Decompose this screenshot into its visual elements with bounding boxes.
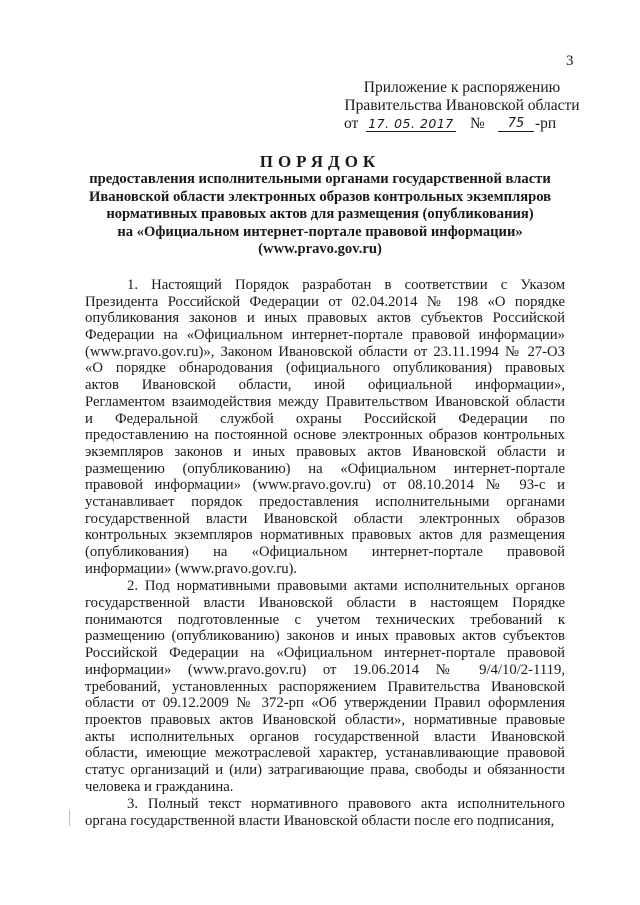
paragraph-line: предоставлению на постоянной основе электронных образов контрольных <box>85 427 565 444</box>
paragraph-line: «О порядке обнародования (официального опубликования) правовых <box>85 360 565 377</box>
paragraph-line: и Федеральной службой охраны Российской Федерации по <box>85 410 565 427</box>
paragraph-line: устанавливает порядок предоставления исполнительными органами <box>85 493 565 510</box>
margin-mark <box>69 810 70 826</box>
paragraph-line: органа государственной власти Ивановской области после его подписания, <box>85 813 555 829</box>
page-number: 3 <box>566 53 574 69</box>
paragraph-line: Федерации на «Официальном интернет-портале правовой информации» <box>85 327 565 344</box>
paragraph-line: экземпляров законов и иных правовых актов Ивановской области и <box>85 443 565 460</box>
paragraph-line: (www.pravo.gov.ru)», Законом Ивановской области от 23.11.1994 № 27-ОЗ <box>85 343 565 360</box>
document-subtitle <box>70 171 570 259</box>
paragraph-line: человека и гражданина. <box>85 778 234 795</box>
paragraph-line: Регламентом взаимодействия между Правительством Ивановской области <box>85 393 565 410</box>
paragraph-line: информации» (www.pravo.gov.ru). <box>85 560 298 577</box>
paragraph-line: статус организаций и (или) затрагивающие права, свободы и обязанности <box>85 761 565 778</box>
paragraph-line: проектов правовых актов Ивановской области», нормативные правовые <box>85 711 565 728</box>
handwritten-date: 17. 05. 2017 <box>366 115 456 132</box>
document-title: ПОРЯДОК <box>259 152 381 171</box>
appendix-line-3 <box>322 115 602 133</box>
paragraph-line: актов Ивановской области, иной официальной информации», <box>85 377 565 394</box>
subtitle-line: на «Официальном интернет-портале правовой информации» <box>117 223 523 240</box>
paragraph-line: опубликования законов и иных правовых актов субъектов Российской <box>85 310 565 327</box>
paragraph-line: акты исполнительных органов государственной власти Ивановской <box>85 728 565 745</box>
paragraph-first-line: 1. Настоящий Порядок разработан в соответствии с Указом <box>127 277 565 293</box>
subtitle-line: (www.pravo.gov.ru) <box>258 241 382 258</box>
number-label: № <box>470 115 485 132</box>
paragraph-line: размещению (опубликованию) на «Официальном интернет-портале <box>85 460 565 477</box>
paragraph-line: информации» (www.pravo.gov.ru) от 19.06.2014 № 9/4/10/2-1119, <box>85 661 565 678</box>
paragraph-line: государственной власти Ивановской области электронных образов <box>85 510 565 527</box>
appendix-line-2: Правительства Ивановской области <box>344 97 580 114</box>
handwritten-number: 75 <box>498 115 534 132</box>
paragraph-line: контрольных экземпляров нормативных правовых актов для размещения <box>85 527 565 544</box>
paragraph-line: области от 09.12.2009 № 372-рп «Об утверждении Правил оформления <box>85 695 565 712</box>
appendix-header <box>322 79 602 133</box>
subtitle-line: нормативных правовых актов для размещения (опубликования) <box>106 206 534 223</box>
paragraph-first-line: 3. Полный текст нормативного правового акта исполнительного <box>127 796 565 813</box>
paragraph-line: области, имеющие межотраслевой характер, устанавливающие правовой <box>85 745 565 762</box>
appendix-line-1: Приложение к распоряжению <box>363 79 561 96</box>
paragraph-line: требований, установленных распоряжением Правительства Ивановской <box>85 678 565 695</box>
paragraph-line: (опубликования) на «Официальном интернет-портале правовой <box>85 544 565 560</box>
paragraph-line: Российской Федерации на «Официальном интернет-портале правовой <box>85 645 565 662</box>
document-body <box>85 277 565 830</box>
subtitle-line: предоставления исполнительными органами государственной власти <box>89 171 551 187</box>
from-label: от <box>344 115 359 132</box>
subtitle-line: Ивановской области электронных образов контрольных экземпляров <box>88 188 552 205</box>
paragraph-line: правовой информации» (www.pravo.gov.ru) от 08.10.2014 № 93-с и <box>85 477 565 494</box>
order-suffix: -рп <box>535 115 557 132</box>
paragraph-line: понимаются подготовленные с учетом технических требований к <box>85 611 565 628</box>
paragraph-line: размещению (опубликованию) законов и иных правовых актов субъектов <box>85 628 565 645</box>
paragraph-first-line: 2. Под нормативными правовыми актами исполнительных органов <box>127 578 565 595</box>
paragraph-line: Президента Российской Федерации от 02.04.2014 № 198 «О порядке <box>85 293 565 310</box>
paragraph-line: государственной власти Ивановской области в настоящем Порядке <box>85 595 565 612</box>
